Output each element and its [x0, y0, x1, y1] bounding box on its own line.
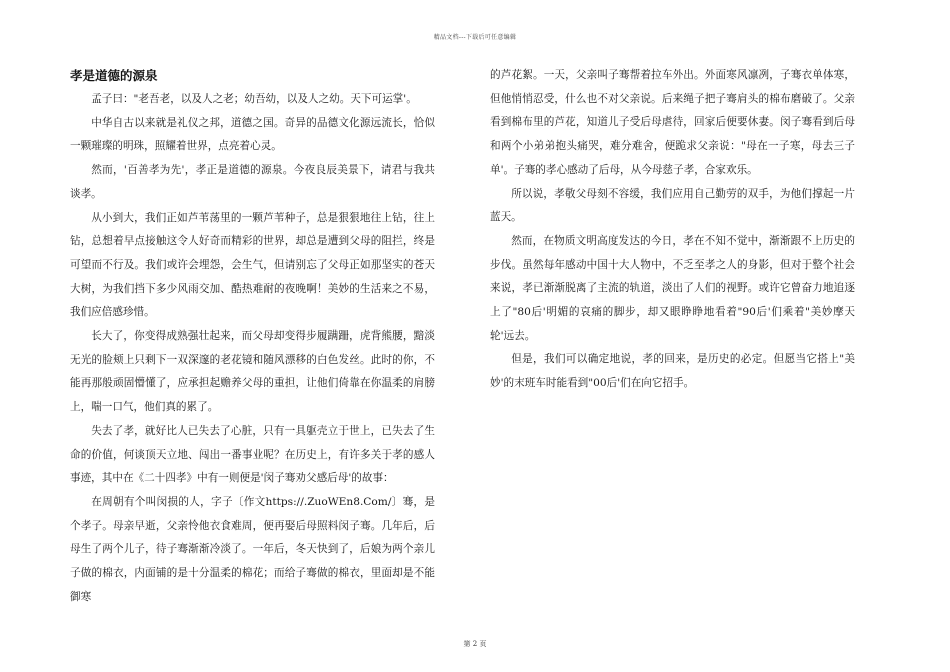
right-column: [490, 64, 855, 396]
paragraph-modern-era: 然而，在物质文明高度发达的今日，孝在不知不觉中，渐渐跟不上历史的步伐。虽然每年感动中国十大人物中，不乏至孝之人的身影，但对于整个社会来说，孝已渐渐脱离了主流的轨道，淡出了人们的视野。或许它曾奋力地追逐上了"80后'明媚的哀痛的脚步，却又眼睁睁地看着"90后'们乘着"美妙摩天轮'远去。: [490, 234, 855, 342]
paragraph-grown-up: 长大了，你变得成熟强壮起来，而父母却变得步履蹒跚，虎背熊腰，黯淡无光的脸颊上只剩下一双深邃的老花镜和随风漂移的白色发丝。此时的你，不能再那般顽固懵懂了，应承担起赡养父母的重担，让他们倚靠在你温柔的肩膀上，喘一口气，他们真的累了。: [70, 330, 435, 414]
page-number: 第 2 页: [463, 640, 487, 648]
paragraph-story-continuation: 的芦花絮。一天，父亲叫子骞帮着拉车外出。外面寒风凛冽，子骞衣单体寒，但他悄悄忍受，什么也不对父亲说。后来绳子把子骞肩头的棉布磨破了。父亲看到棉布里的芦花，知道儿子受后母虐待，回家后便要休妻。闵子骞看到后母和两个小弟弟抱头痛哭，难分难舍，便跪求父亲说："母在一子寒，母去三子单'。子骞的孝心感动了后母，从今母慈子孝，合家欢乐。: [490, 69, 855, 176]
paragraph-etiquette-nation: 中华自古以来就是礼仪之邦，道德之国。奇异的品德文化源远流长，恰似一颗璀璨的明珠，照耀着世界，点亮着心灵。: [70, 116, 435, 153]
paragraph-so-said: 所以说，孝敬父母刻不容缓，我们应用自己勤劳的双手，为他们撑起一片蓝天。: [490, 187, 855, 224]
article-title: 孝是道德的源泉: [70, 68, 158, 83]
paragraph-filial-source: 然而，'百善孝为先'，孝正是道德的源泉。今夜良辰美景下，请君与我共谈孝。: [70, 164, 435, 200]
paragraph-growing-up: 从小到大，我们正如芦苇荡里的一颗芦苇种子，总是狠狠地往上钻，往上钻，总想着早点接触这令人好奇而精彩的世界，却总是遭到父母的阻拦，终是可望而不行及。我们或许会埋怨，会生气，但请别忘了父母正如那坚实的苍天大树，为我们挡下多少风雨交加、酷热难耐的夜晚啊！美妙的生活来之不易，我们应倍感珍惜。: [70, 211, 435, 319]
page-header: 精品文档---下载后可任意编辑: [433, 34, 517, 41]
paragraph-losing-filial: 失去了孝，就好比人已失去了心脏，只有一具躯壳立于世上，已失去了生命的价值，何谈顶天立地、闯出一番事业呢？在历史上，有许多关于孝的感人事迹，其中在《二十四孝》中有一则便是'闵子骞劝父感后母'的故事：: [70, 424, 435, 485]
paragraph-conclusion: 但是，我们可以确定地说，孝的回来，是历史的必定。但愿当它搭上"美妙'的末班车时能看到"00后'们在向它招手。: [490, 353, 855, 390]
left-column: [70, 64, 435, 609]
paragraph-mencius-quote: 孟子曰："老吾老，以及人之老；幼吾幼，以及人之幼。天下可运掌'。: [91, 93, 417, 105]
paragraph-min-sun-story: 在周朝有个叫闵损的人，字子〔作文https://.ZuoWEn8.Com/〕骞，是个孝子。母亲早逝，父亲怜他衣食难周，便再娶后母照料闵子骞。几年后，后母生了两个儿子，待子骞渐渐冷淡了。一年后，冬天快到了，后娘为两个亲儿子做的棉衣，内面铺的是十分温柔的棉花；而给子骞做的棉衣，里面却是不能御寒: [70, 495, 435, 603]
